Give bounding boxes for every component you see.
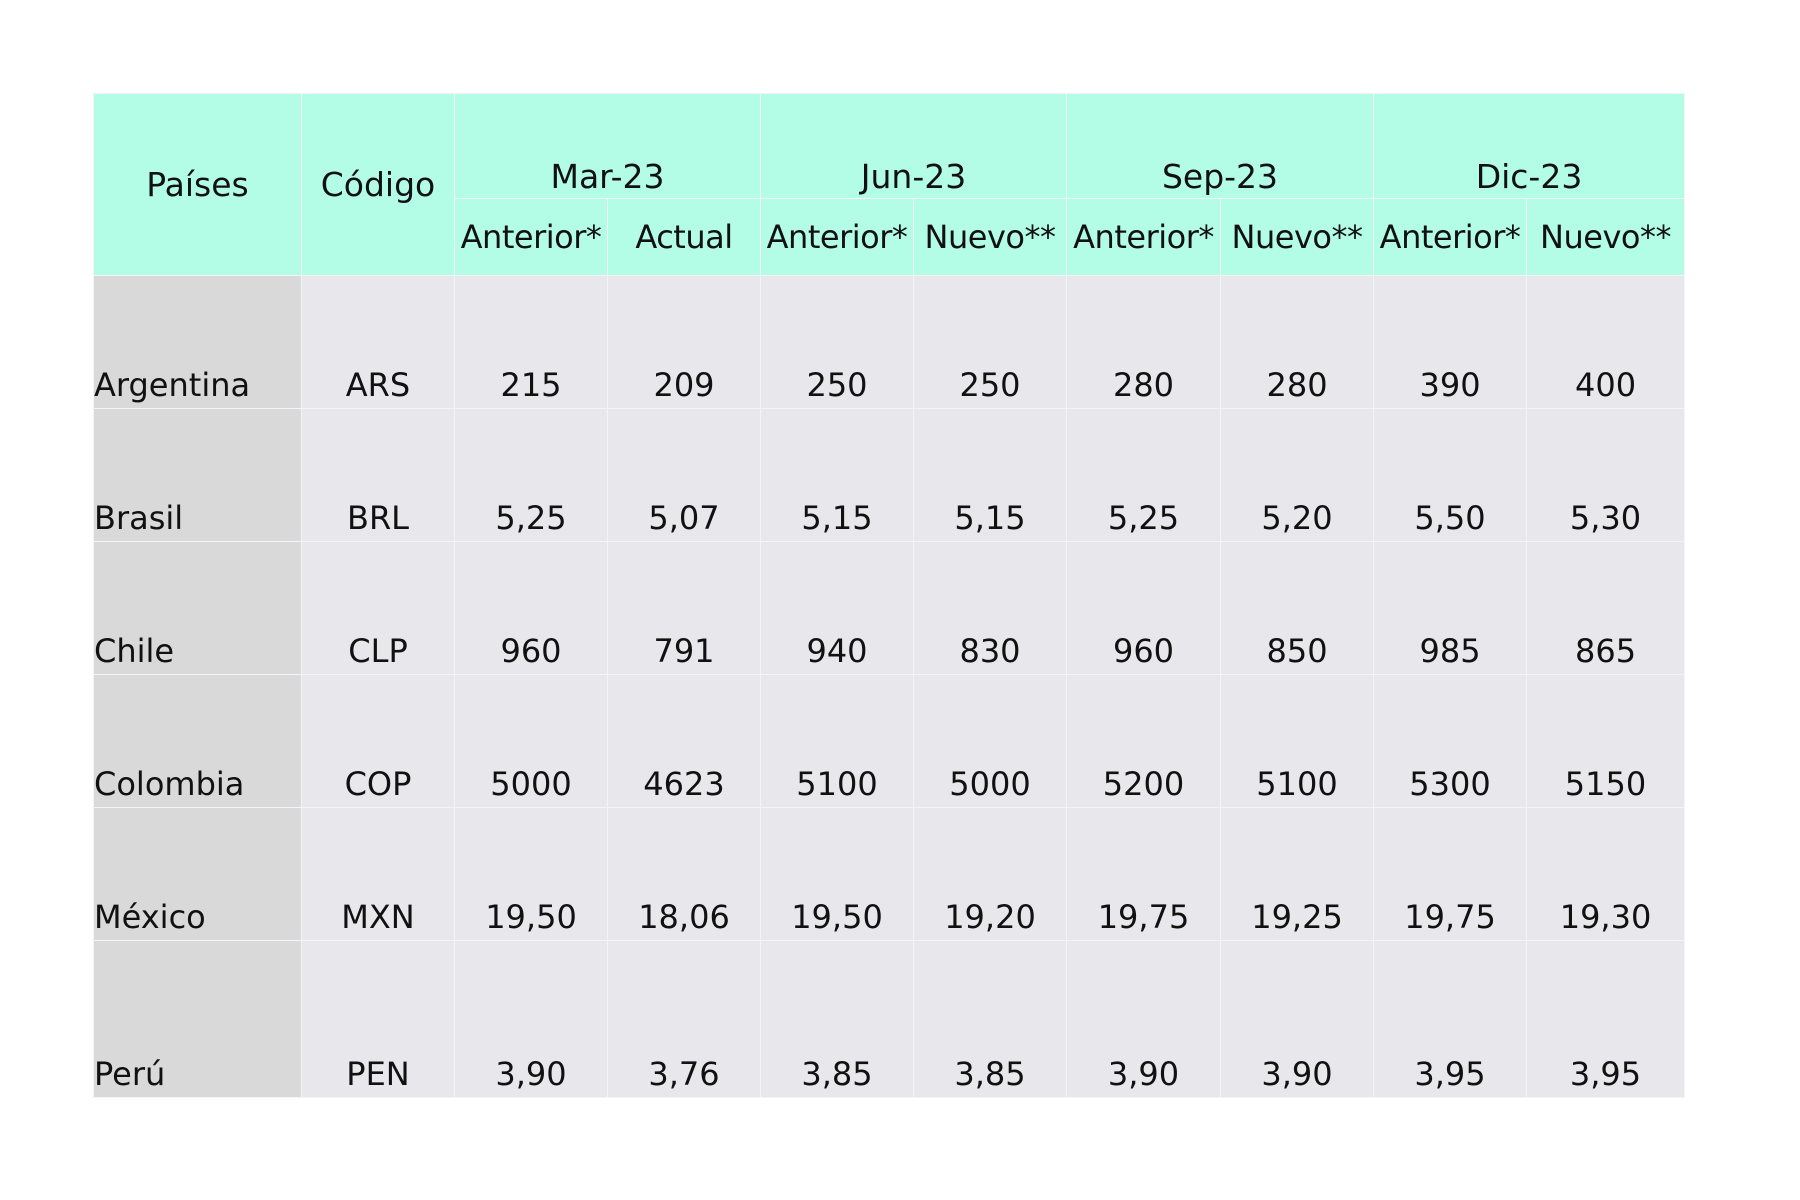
cell-code: COP xyxy=(302,675,455,808)
cell-code: BRL xyxy=(302,409,455,542)
subheader-dic-23-nuevo: Nuevo** xyxy=(1527,199,1685,276)
subheader-sep-23-nuevo: Nuevo** xyxy=(1221,199,1374,276)
header-countries: Países xyxy=(94,94,302,276)
cell-value: 830 xyxy=(914,542,1067,675)
cell-country: Argentina xyxy=(94,276,302,409)
cell-value: 209 xyxy=(608,276,761,409)
cell-value: 400 xyxy=(1527,276,1685,409)
header-period-sep-23: Sep-23 xyxy=(1067,94,1374,199)
cell-value: 5,25 xyxy=(455,409,608,542)
cell-country: Colombia xyxy=(94,675,302,808)
cell-value: 250 xyxy=(914,276,1067,409)
cell-value: 5100 xyxy=(1221,675,1374,808)
cell-value: 3,85 xyxy=(914,941,1067,1098)
cell-value: 5200 xyxy=(1067,675,1221,808)
cell-country: Chile xyxy=(94,542,302,675)
cell-value: 940 xyxy=(761,542,914,675)
cell-value: 3,76 xyxy=(608,941,761,1098)
cell-country: México xyxy=(94,808,302,941)
table-row xyxy=(94,808,1685,941)
cell-value: 791 xyxy=(608,542,761,675)
cell-value: 5,30 xyxy=(1527,409,1685,542)
header-period-dic-23: Dic-23 xyxy=(1374,94,1685,199)
cell-value: 19,75 xyxy=(1067,808,1221,941)
cell-code: ARS xyxy=(302,276,455,409)
subheader-jun-23-nuevo: Nuevo** xyxy=(914,199,1067,276)
cell-value: 960 xyxy=(1067,542,1221,675)
cell-value: 5,15 xyxy=(914,409,1067,542)
cell-value: 5,25 xyxy=(1067,409,1221,542)
cell-value: 19,75 xyxy=(1374,808,1527,941)
header-period-mar-23: Mar-23 xyxy=(455,94,761,199)
cell-value: 5,20 xyxy=(1221,409,1374,542)
cell-code: CLP xyxy=(302,542,455,675)
cell-value: 3,90 xyxy=(1221,941,1374,1098)
header-code: Código xyxy=(302,94,455,276)
cell-value: 19,25 xyxy=(1221,808,1374,941)
cell-country: Perú xyxy=(94,941,302,1098)
cell-value: 5000 xyxy=(914,675,1067,808)
cell-value: 5000 xyxy=(455,675,608,808)
cell-value: 5150 xyxy=(1527,675,1685,808)
table-row xyxy=(94,675,1685,808)
table-row xyxy=(94,409,1685,542)
table-row xyxy=(94,276,1685,409)
header-period-jun-23: Jun-23 xyxy=(761,94,1067,199)
cell-value: 19,50 xyxy=(761,808,914,941)
cell-value: 865 xyxy=(1527,542,1685,675)
cell-value: 390 xyxy=(1374,276,1527,409)
cell-value: 3,90 xyxy=(1067,941,1221,1098)
cell-value: 5100 xyxy=(761,675,914,808)
cell-value: 19,30 xyxy=(1527,808,1685,941)
subheader-sep-23-anterior: Anterior* xyxy=(1067,199,1221,276)
cell-value: 3,85 xyxy=(761,941,914,1098)
subheader-mar-23-anterior: Anterior* xyxy=(455,199,608,276)
cell-value: 5,50 xyxy=(1374,409,1527,542)
fx-forecast-table xyxy=(93,93,1685,1098)
cell-value: 4623 xyxy=(608,675,761,808)
cell-value: 5,15 xyxy=(761,409,914,542)
cell-value: 3,90 xyxy=(455,941,608,1098)
cell-value: 19,50 xyxy=(455,808,608,941)
cell-value: 3,95 xyxy=(1374,941,1527,1098)
cell-value: 850 xyxy=(1221,542,1374,675)
cell-code: MXN xyxy=(302,808,455,941)
table-row xyxy=(94,542,1685,675)
cell-value: 250 xyxy=(761,276,914,409)
cell-value: 5300 xyxy=(1374,675,1527,808)
cell-value: 3,95 xyxy=(1527,941,1685,1098)
cell-value: 985 xyxy=(1374,542,1527,675)
subheader-mar-23-actual: Actual xyxy=(608,199,761,276)
cell-value: 960 xyxy=(455,542,608,675)
cell-value: 19,20 xyxy=(914,808,1067,941)
cell-value: 18,06 xyxy=(608,808,761,941)
cell-value: 280 xyxy=(1221,276,1374,409)
subheader-jun-23-anterior: Anterior* xyxy=(761,199,914,276)
cell-country: Brasil xyxy=(94,409,302,542)
cell-value: 215 xyxy=(455,276,608,409)
subheader-dic-23-anterior: Anterior* xyxy=(1374,199,1527,276)
cell-value: 5,07 xyxy=(608,409,761,542)
table-row xyxy=(94,941,1685,1098)
cell-code: PEN xyxy=(302,941,455,1098)
cell-value: 280 xyxy=(1067,276,1221,409)
